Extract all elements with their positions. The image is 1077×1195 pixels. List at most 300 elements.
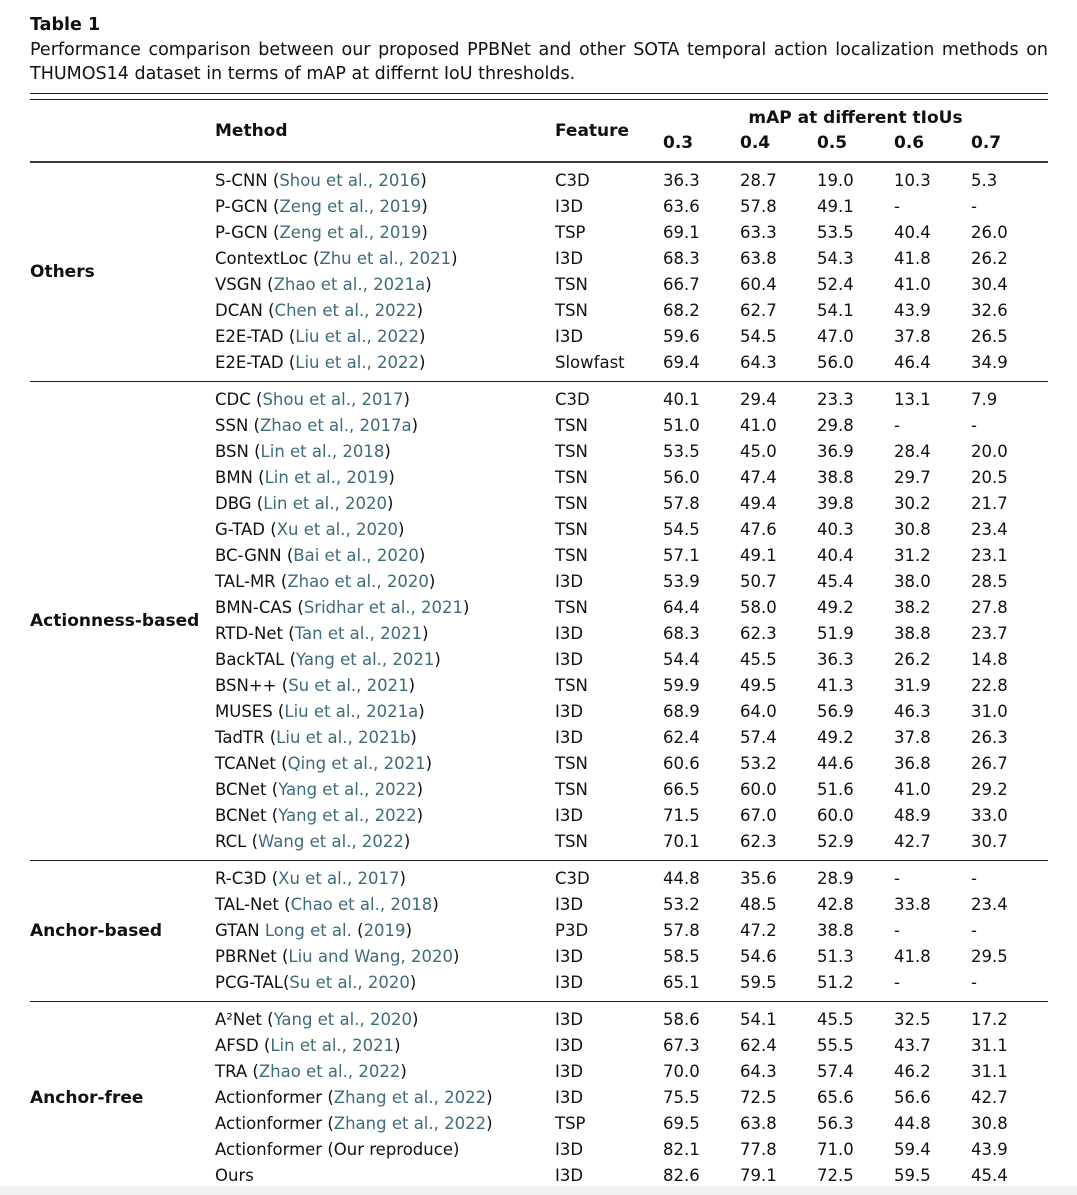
map-value-cell: 29.8 xyxy=(817,416,854,435)
map-value-cell: 53.5 xyxy=(817,223,854,242)
feature-cell: I3D xyxy=(555,1036,584,1055)
table-row xyxy=(215,517,1048,543)
page-bottom-strip xyxy=(0,1186,1077,1195)
feature-cell: TSN xyxy=(555,676,588,695)
table-row xyxy=(215,220,1048,246)
map-value-cell: 45.5 xyxy=(817,1010,854,1029)
method-name: Ours xyxy=(215,1166,254,1185)
map-value-cell: 57.8 xyxy=(663,494,700,513)
map-value-cell: - xyxy=(971,197,977,216)
method-text: ) xyxy=(451,249,458,268)
map-value-cell: 23.1 xyxy=(971,546,1008,565)
group-label: Anchor-free xyxy=(30,1088,144,1108)
map-value-cell: 57.1 xyxy=(663,546,700,565)
map-value-cell: 60.6 xyxy=(663,754,700,773)
method-name: MUSES xyxy=(215,702,273,721)
feature-cell: TSN xyxy=(555,301,588,320)
method-text: ( xyxy=(276,947,289,966)
method-text: ) xyxy=(416,780,424,799)
map-value-cell: 59.5 xyxy=(894,1166,931,1185)
section-rows xyxy=(215,387,1048,855)
map-value-cell: 60.0 xyxy=(740,780,777,799)
header-iou-value: 0.4 xyxy=(740,133,771,153)
method-text: ) xyxy=(428,572,436,591)
citation-link[interactable]: Zhu et al., 2021 xyxy=(319,249,452,268)
citation-link[interactable]: Chao et al., 2018 xyxy=(290,895,433,914)
feature-cell: TSN xyxy=(555,416,588,435)
map-value-cell: 33.8 xyxy=(894,895,931,914)
map-value-cell: 44.6 xyxy=(817,754,854,773)
map-value-cell: 31.0 xyxy=(971,702,1008,721)
map-value-cell: 10.3 xyxy=(894,171,931,190)
table-row xyxy=(215,1033,1048,1059)
map-value-cell: 54.1 xyxy=(817,301,854,320)
map-value-cell: 57.8 xyxy=(740,197,777,216)
table-row xyxy=(215,350,1048,376)
map-value-cell: 36.3 xyxy=(663,171,700,190)
map-value-cell: 38.2 xyxy=(894,598,931,617)
map-value-cell: 34.9 xyxy=(971,353,1008,372)
map-value-cell: 21.7 xyxy=(971,494,1008,513)
map-value-cell: 26.3 xyxy=(971,728,1008,747)
map-value-cell: 57.8 xyxy=(663,921,700,940)
citation-link[interactable]: Yang et al., 2022 xyxy=(278,806,417,825)
method-name: R-C3D xyxy=(215,869,267,888)
method-text: ( xyxy=(266,806,279,825)
table-row xyxy=(215,803,1048,829)
table-row xyxy=(215,647,1048,673)
method-name: PCG-TAL xyxy=(215,973,283,992)
map-value-cell: 53.2 xyxy=(663,895,700,914)
map-value-cell: 43.7 xyxy=(894,1036,931,1055)
map-value-cell: 79.1 xyxy=(740,1166,777,1185)
feature-cell: I3D xyxy=(555,728,584,747)
method-text: ( xyxy=(275,572,288,591)
feature-cell: I3D xyxy=(555,327,584,346)
method-text: ( xyxy=(282,973,290,992)
method-cell xyxy=(215,272,555,298)
method-name: BSN xyxy=(215,442,249,461)
header-map-title: mAP at different tIoUs xyxy=(748,108,963,128)
map-value-cell: 82.6 xyxy=(663,1166,700,1185)
method-cell xyxy=(215,1085,555,1111)
feature-cell: I3D xyxy=(555,1062,584,1081)
method-name: VSGN xyxy=(215,275,262,294)
map-value-cell: 70.0 xyxy=(663,1062,700,1081)
method-cell xyxy=(215,465,555,491)
table-row xyxy=(215,595,1048,621)
feature-cell: I3D xyxy=(555,1140,584,1159)
map-value-cell: 72.5 xyxy=(740,1088,777,1107)
map-value-cell: 40.3 xyxy=(817,520,854,539)
method-text: ) xyxy=(400,1062,407,1081)
method-text: ) xyxy=(425,275,432,294)
map-value-cell: 29.7 xyxy=(894,468,931,487)
map-value-cell: 30.7 xyxy=(971,832,1008,851)
map-value-cell: 68.3 xyxy=(663,249,700,268)
citation-link[interactable]: Su et al., 2020 xyxy=(289,973,410,992)
method-text: ( xyxy=(262,301,275,320)
method-cell xyxy=(215,699,555,725)
citation-link[interactable]: Sridhar et al., 2021 xyxy=(303,598,464,617)
citation-link[interactable]: Liu et al., 2021b xyxy=(276,728,411,747)
map-value-cell: 46.3 xyxy=(894,702,931,721)
citation-link[interactable]: Lin et al., 2021 xyxy=(270,1036,395,1055)
citation-link[interactable]: Liu et al., 2022 xyxy=(295,353,420,372)
map-value-cell: 49.5 xyxy=(740,676,777,695)
citation-link[interactable]: Tan et al., 2021 xyxy=(294,624,423,643)
table-row xyxy=(215,892,1048,918)
method-name: RCL xyxy=(215,832,247,851)
feature-cell: TSP xyxy=(555,223,586,242)
map-value-cell: - xyxy=(894,869,900,888)
map-value-cell: 64.4 xyxy=(663,598,700,617)
map-value-cell: 47.0 xyxy=(817,327,854,346)
map-value-cell: 41.8 xyxy=(894,249,931,268)
table-section xyxy=(30,1002,1048,1194)
method-cell xyxy=(215,1111,555,1137)
citation-link[interactable]: Zhao et al., 2022 xyxy=(258,1062,401,1081)
method-text: ) xyxy=(384,442,391,461)
map-value-cell: 51.0 xyxy=(663,416,700,435)
feature-cell: I3D xyxy=(555,624,584,643)
map-value-cell: 59.6 xyxy=(663,327,700,346)
method-text: ( xyxy=(246,832,259,851)
method-cell xyxy=(215,491,555,517)
feature-cell: I3D xyxy=(555,1166,584,1185)
map-value-cell: 63.8 xyxy=(740,1114,777,1133)
method-name: P-GCN xyxy=(215,223,268,242)
citation-link[interactable]: Liu et al., 2022 xyxy=(295,327,420,346)
map-value-cell: 43.9 xyxy=(894,301,931,320)
map-value-cell: 67.0 xyxy=(740,806,777,825)
map-value-cell: 65.1 xyxy=(663,973,700,992)
method-name: A²Net xyxy=(215,1010,262,1029)
citation-link[interactable]: 2019 xyxy=(363,921,406,940)
method-name: BackTAL xyxy=(215,650,285,669)
method-cell xyxy=(215,246,555,272)
map-value-cell: 56.0 xyxy=(663,468,700,487)
map-value-cell: 42.8 xyxy=(817,895,854,914)
map-value-cell: 22.8 xyxy=(971,676,1008,695)
feature-cell: TSN xyxy=(555,520,588,539)
section-rows xyxy=(215,1007,1048,1189)
map-value-cell: 45.5 xyxy=(740,650,777,669)
map-value-cell: 23.4 xyxy=(971,895,1008,914)
method-text: ( xyxy=(322,1114,334,1133)
feature-cell: I3D xyxy=(555,806,584,825)
feature-cell: I3D xyxy=(555,1010,584,1029)
citation-link[interactable]: Lin et al., 2018 xyxy=(260,442,385,461)
map-value-cell: 40.1 xyxy=(663,390,700,409)
method-text: ) xyxy=(398,520,405,539)
method-name: AFSD xyxy=(215,1036,259,1055)
map-value-cell: 30.8 xyxy=(894,520,931,539)
method-name: S-CNN xyxy=(215,171,268,190)
map-value-cell: - xyxy=(971,973,977,992)
method-text: ( xyxy=(258,1036,271,1055)
feature-cell: TSP xyxy=(555,1114,586,1133)
method-text: ( xyxy=(351,921,364,940)
method-text: ) xyxy=(394,1036,401,1055)
citation-link[interactable]: Zhang et al., 2022 xyxy=(333,1088,487,1107)
map-value-cell: 49.2 xyxy=(817,598,854,617)
method-cell xyxy=(215,569,555,595)
table-row xyxy=(215,168,1048,194)
map-value-cell: 54.5 xyxy=(740,327,777,346)
map-value-cell: 41.0 xyxy=(894,275,931,294)
method-text: ) xyxy=(420,171,427,190)
map-value-cell: 29.5 xyxy=(971,947,1008,966)
map-value-cell: 38.8 xyxy=(817,468,854,487)
citation-link[interactable]: Yang et al., 2021 xyxy=(296,650,435,669)
header-iou-value: 0.7 xyxy=(971,133,1002,153)
map-value-cell: 56.9 xyxy=(817,702,854,721)
map-value-cell: 62.3 xyxy=(740,624,777,643)
map-value-cell: 75.5 xyxy=(663,1088,700,1107)
table-row xyxy=(215,246,1048,272)
map-value-cell: 40.4 xyxy=(817,546,854,565)
citation-link[interactable]: Qing et al., 2021 xyxy=(287,754,426,773)
method-name: BMN xyxy=(215,468,253,487)
map-value-cell: 30.4 xyxy=(971,275,1008,294)
map-value-cell: 38.8 xyxy=(817,921,854,940)
map-value-cell: 51.6 xyxy=(817,780,854,799)
map-value-cell: 36.9 xyxy=(817,442,854,461)
table-row xyxy=(215,543,1048,569)
citation-link[interactable]: Zeng et al., 2019 xyxy=(279,197,422,216)
method-name: PBRNet xyxy=(215,947,277,966)
table-row xyxy=(215,751,1048,777)
table-row xyxy=(215,1085,1048,1111)
map-value-cell: 38.0 xyxy=(894,572,931,591)
map-value-cell: - xyxy=(894,921,900,940)
citation-link[interactable]: Zhao et al., 2020 xyxy=(287,572,429,591)
method-name: BSN++ xyxy=(215,676,277,695)
method-text: ) xyxy=(403,832,411,851)
map-value-cell: 28.9 xyxy=(817,869,854,888)
map-value-cell: 55.5 xyxy=(817,1036,854,1055)
map-value-cell: 29.2 xyxy=(971,780,1008,799)
table-row xyxy=(215,621,1048,647)
map-value-cell: 31.1 xyxy=(971,1036,1008,1055)
method-cell xyxy=(215,168,555,194)
method-text: ( xyxy=(292,598,304,617)
citation-link[interactable]: Zhang et al., 2022 xyxy=(333,1114,487,1133)
map-value-cell: 67.3 xyxy=(663,1036,700,1055)
map-value-cell: 63.6 xyxy=(663,197,700,216)
map-value-cell: 57.4 xyxy=(817,1062,854,1081)
group-label: Anchor-based xyxy=(30,921,163,941)
method-text: ) xyxy=(409,973,417,992)
method-cell xyxy=(215,387,555,413)
map-value-cell: 32.6 xyxy=(971,301,1008,320)
citation-link[interactable]: Yang et al., 2020 xyxy=(273,1010,412,1029)
map-value-cell: 51.2 xyxy=(817,973,854,992)
method-cell xyxy=(215,220,555,246)
citation-link[interactable]: Su et al., 2021 xyxy=(288,676,409,695)
map-value-cell: 53.9 xyxy=(663,572,700,591)
citation-link[interactable]: Wang et al., 2022 xyxy=(258,832,404,851)
method-text: ) xyxy=(411,416,419,435)
table-header-row xyxy=(30,100,1048,161)
citation-link[interactable]: Liu et al., 2021a xyxy=(284,702,419,721)
map-value-cell: 77.8 xyxy=(740,1140,777,1159)
method-cell xyxy=(215,517,555,543)
feature-cell: TSN xyxy=(555,468,588,487)
map-value-cell: 54.3 xyxy=(817,249,854,268)
map-value-cell: 31.9 xyxy=(894,676,931,695)
map-value-cell: 54.5 xyxy=(663,520,700,539)
citation-link[interactable]: Yang et al., 2022 xyxy=(278,780,417,799)
citation-link[interactable]: Long et al. xyxy=(264,921,352,940)
map-value-cell: 68.3 xyxy=(663,624,700,643)
method-name: TAL-MR xyxy=(215,572,276,591)
map-value-cell: 39.8 xyxy=(817,494,854,513)
method-text: ( xyxy=(283,327,296,346)
map-value-cell: 70.1 xyxy=(663,832,700,851)
map-value-cell: 66.5 xyxy=(663,780,700,799)
method-cell xyxy=(215,647,555,673)
method-text: ( xyxy=(267,223,280,242)
method-text: ) xyxy=(399,869,406,888)
method-text: ) xyxy=(419,327,426,346)
feature-cell: TSN xyxy=(555,598,588,617)
citation-link[interactable]: Xu et al., 2020 xyxy=(276,520,398,539)
method-cell xyxy=(215,413,555,439)
table-row xyxy=(215,298,1048,324)
method-name: E2E-TAD xyxy=(215,327,284,346)
method-name: TadTR xyxy=(215,728,265,747)
table-section xyxy=(30,382,1048,860)
map-value-cell: 41.0 xyxy=(894,780,931,799)
method-cell xyxy=(215,970,555,996)
feature-cell: P3D xyxy=(555,921,589,940)
method-text: ) xyxy=(388,468,395,487)
map-value-cell: 56.3 xyxy=(817,1114,854,1133)
method-text: ( xyxy=(248,442,261,461)
map-value-cell: 72.5 xyxy=(817,1166,854,1185)
citation-link[interactable]: Shou et al., 2017 xyxy=(262,390,404,409)
header-iou-value: 0.3 xyxy=(663,133,694,153)
map-value-cell: 59.5 xyxy=(740,973,777,992)
method-text: ( xyxy=(322,1088,334,1107)
method-text: ( xyxy=(272,702,285,721)
map-value-cell: 42.7 xyxy=(894,832,931,851)
map-value-cell: 71.0 xyxy=(817,1140,854,1159)
method-cell xyxy=(215,324,555,350)
table-row xyxy=(215,1059,1048,1085)
method-name: GTAN xyxy=(215,921,260,940)
map-value-cell: 32.5 xyxy=(894,1010,931,1029)
method-text: ) xyxy=(387,494,394,513)
method-text: ( xyxy=(261,1010,274,1029)
citation-link[interactable]: Zhao et al., 2017a xyxy=(259,416,412,435)
table-row xyxy=(215,777,1048,803)
map-value-cell: 68.2 xyxy=(663,301,700,320)
map-value-cell: 27.8 xyxy=(971,598,1008,617)
map-value-cell: 30.2 xyxy=(894,494,931,513)
map-value-cell: 41.0 xyxy=(740,416,777,435)
method-text: ( xyxy=(283,353,296,372)
method-cell xyxy=(215,1007,555,1033)
method-text: ) xyxy=(408,676,416,695)
map-value-cell: 47.6 xyxy=(740,520,777,539)
citation-link[interactable]: Liu and Wang, 2020 xyxy=(288,947,453,966)
section-rows xyxy=(215,168,1048,376)
method-text: ) xyxy=(463,598,470,617)
map-value-cell: 64.0 xyxy=(740,702,777,721)
map-value-cell: 26.0 xyxy=(971,223,1008,242)
map-value-cell: 56.0 xyxy=(817,353,854,372)
map-value-cell: 82.1 xyxy=(663,1140,700,1159)
feature-cell: TSN xyxy=(555,832,588,851)
method-name: BCNet xyxy=(215,806,267,825)
method-cell xyxy=(215,803,555,829)
method-text: ) xyxy=(421,197,428,216)
citation-link[interactable]: Xu et al., 2017 xyxy=(278,869,400,888)
citation-link[interactable]: Zeng et al., 2019 xyxy=(279,223,422,242)
map-value-cell: 58.5 xyxy=(663,947,700,966)
citation-link[interactable]: Shou et al., 2016 xyxy=(279,171,421,190)
map-value-cell: 26.2 xyxy=(894,650,931,669)
table-row xyxy=(215,569,1048,595)
citation-link[interactable]: Bai et al., 2020 xyxy=(293,546,419,565)
map-value-cell: 49.4 xyxy=(740,494,777,513)
map-value-cell: 63.3 xyxy=(740,223,777,242)
map-value-cell: 47.2 xyxy=(740,921,777,940)
map-value-cell: 45.4 xyxy=(817,572,854,591)
method-text: ( xyxy=(252,468,265,487)
header-iou-thresholds xyxy=(663,131,1048,156)
method-text: ) xyxy=(452,947,460,966)
table-row xyxy=(215,866,1048,892)
map-value-cell: 49.1 xyxy=(740,546,777,565)
citation-link[interactable]: Lin et al., 2019 xyxy=(264,468,389,487)
method-cell xyxy=(215,1059,555,1085)
map-value-cell: 64.3 xyxy=(740,1062,777,1081)
method-name: Actionformer xyxy=(215,1140,323,1159)
map-value-cell: 30.8 xyxy=(971,1114,1008,1133)
header-feature: Feature xyxy=(555,121,630,141)
map-value-cell: 29.4 xyxy=(740,390,777,409)
feature-cell: TSN xyxy=(555,754,588,773)
citation-link[interactable]: Zhao et al., 2021a xyxy=(273,275,426,294)
method-text: ( xyxy=(261,275,274,294)
map-value-cell: 62.4 xyxy=(740,1036,777,1055)
method-text: ) xyxy=(416,301,424,320)
feature-cell: I3D xyxy=(555,197,584,216)
group-label: Actionness-based xyxy=(30,611,200,631)
map-value-cell: 14.8 xyxy=(971,650,1008,669)
feature-cell: I3D xyxy=(555,702,584,721)
map-value-cell: - xyxy=(894,197,900,216)
table-row xyxy=(215,673,1048,699)
method-text: ) xyxy=(411,1010,419,1029)
method-cell xyxy=(215,673,555,699)
map-value-cell: 58.0 xyxy=(740,598,777,617)
method-cell xyxy=(215,944,555,970)
method-text: ( xyxy=(267,171,280,190)
citation-link[interactable]: Chen et al., 2022 xyxy=(274,301,417,320)
map-value-cell: 50.7 xyxy=(740,572,777,591)
table-row xyxy=(215,1137,1048,1163)
map-value-cell: 41.8 xyxy=(894,947,931,966)
method-cell xyxy=(215,725,555,751)
method-text: ) xyxy=(418,546,426,565)
citation-link[interactable]: Lin et al., 2020 xyxy=(263,494,387,513)
map-value-cell: 37.8 xyxy=(894,327,931,346)
